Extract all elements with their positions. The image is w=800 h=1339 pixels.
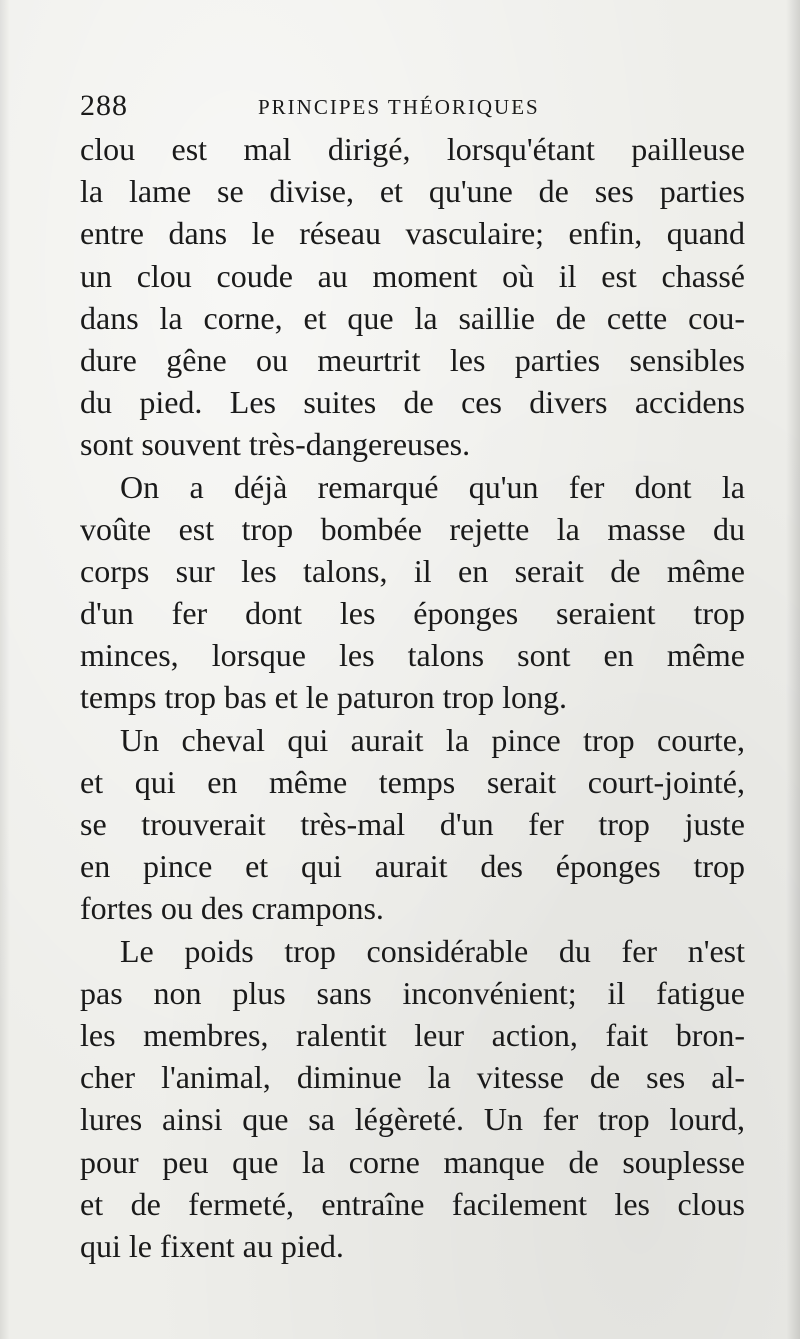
text-line: pour peu que la corne manque de souplesse <box>80 1143 745 1180</box>
text-line: temps trop bas et le paturon trop long. <box>80 679 568 716</box>
text-line: minces, lorsque les talons sont en même <box>80 637 745 674</box>
paragraph <box>80 466 745 719</box>
text-line: entre dans le réseau vasculaire; enfin, quand <box>80 215 745 252</box>
text-line: en pince et qui aurait des éponges trop <box>80 848 745 885</box>
running-head: PRINCIPES THÉORIQUES <box>258 95 540 119</box>
text-line: un clou coude au moment où il est chassé <box>80 257 745 294</box>
text-line: On a déjà remarqué qu'un fer dont la <box>120 468 745 505</box>
text-line: se trouverait très-mal d'un fer trop juste <box>80 806 745 842</box>
text-line: sont souvent très-dangereuses. <box>80 426 471 463</box>
text-line: du pied. Les suites de ces divers accidens <box>80 384 745 421</box>
text-line: lures ainsi que sa légèreté. Un fer trop lourd, <box>80 1101 745 1138</box>
paragraph <box>80 719 745 930</box>
text-line: clou est mal dirigé, lorsqu'étant pailleuse <box>80 131 745 167</box>
body-text <box>80 128 745 1267</box>
text-line: voûte est trop bombée rejette la masse du <box>80 510 745 547</box>
text-line: pas non plus sans inconvénient; il fatigue <box>80 974 745 1011</box>
paragraph <box>80 128 745 466</box>
page-right-shadow <box>786 0 800 1339</box>
text-line: qui le fixent au pied. <box>80 1227 344 1264</box>
page-header <box>80 86 740 126</box>
text-line: la lame se divise, et qu'une de ses parties <box>80 173 745 210</box>
page-number: 288 <box>80 89 128 122</box>
text-line: Un cheval qui aurait la pince trop courte, <box>120 721 745 758</box>
text-line: dans la corne, et que la saillie de cette cou- <box>80 299 745 336</box>
text-line: Le poids trop considérable du fer n'est <box>120 932 745 969</box>
text-line: fortes ou des crampons. <box>80 890 384 927</box>
text-line: et de fermeté, entraîne facilement les clous <box>80 1185 745 1222</box>
page-left-shadow <box>0 0 10 1339</box>
text-line: et qui en même temps serait court-jointé, <box>80 763 745 800</box>
text-line: les membres, ralentit leur action, fait bron- <box>80 1016 745 1053</box>
text-line: cher l'animal, diminue la vitesse de ses al- <box>80 1059 745 1096</box>
text-line: corps sur les talons, il en serait de même <box>80 552 745 589</box>
text-line: dure gêne ou meurtrit les parties sensibles <box>80 341 745 378</box>
text-line: d'un fer dont les éponges seraient trop <box>80 595 745 632</box>
paragraph <box>80 930 745 1268</box>
